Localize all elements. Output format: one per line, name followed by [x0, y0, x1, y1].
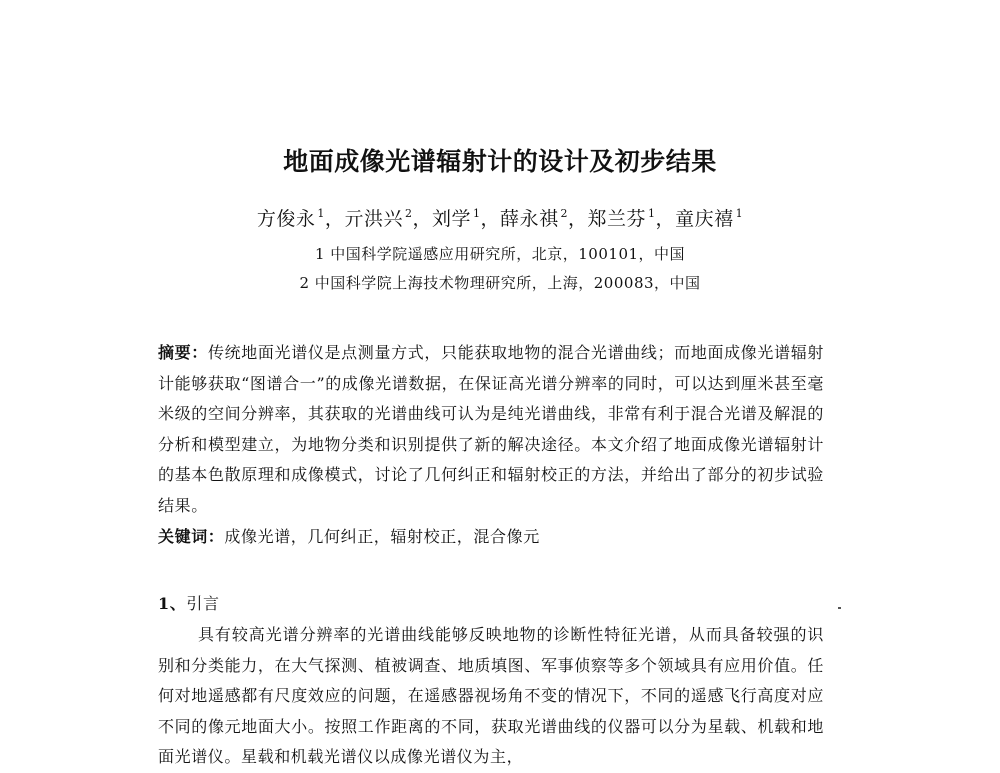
author-separator: ， — [655, 208, 676, 230]
author-line — [0, 204, 1000, 231]
keywords-label: 关键词： — [158, 527, 225, 546]
author-affiliation-mark: 1 — [648, 207, 656, 220]
author-name: 郑兰芬 — [587, 208, 647, 230]
author-separator: ， — [568, 208, 588, 230]
author-name: 童庆禧 — [675, 208, 734, 230]
abstract — [158, 338, 824, 521]
author-affiliation-mark: 1 — [735, 207, 744, 220]
affiliation-1: 1 中国科学院遥感应用研究所，北京，100101，中国 — [314, 245, 686, 263]
author-separator: ， — [324, 208, 345, 230]
author-affiliation-mark: 1 — [472, 207, 481, 220]
introduction-paragraph: 具有较高光谱分辨率的光谱曲线能够反映地物的诊断性特征光谱，从而具备较强的识别和分类能力，在大气探测、植被调查、地质填图、军事侦察等多个领域具有应用价值。任何对地遥感都有尺度效应的问题，在遥感器视场角不变的情况下，不同的遥感飞行高度对应不同的像元地面大小。按照工作距离的不同，获取光谱曲线的仪器可以分为星载、机载和地面光谱仪。星载和机载光谱仪以成像光谱仪为主， — [158, 625, 824, 766]
keywords — [158, 522, 824, 553]
section-number: 1、 — [158, 594, 187, 613]
affiliation-2: 2 中国科学院上海技术物理研究所，上海，200083，中国 — [299, 274, 701, 292]
author-name: 方俊永 — [256, 208, 316, 230]
author-affiliation-mark: 2 — [404, 207, 413, 220]
author-name: 薛永祺 — [500, 208, 559, 230]
author-affiliation-mark: 2 — [560, 207, 569, 220]
keywords-text: 成像光谱，几何纠正，辐射校正，混合像元 — [224, 527, 540, 546]
abstract-text: 传统地面光谱仪是点测量方式，只能获取地物的混合光谱曲线；而地面成像光谱辐射计能够获取“图谱合一”的成像光谱数据，在保证高光谱分辨率的同时，可以达到厘米甚至毫米级的空间分辨率，其获取的光谱曲线可认为是纯光谱曲线，非常有利于混合光谱及解混的分析和模型建立，为地物分类和识别提供了新的解决途径。本文介绍了地面成像光谱辐射计的基本色散原理和成像模式，讨论了几何纠正和辐射校正的方法，并给出了部分的初步试验结果。 — [158, 343, 824, 515]
author-affiliation-mark: 1 — [317, 207, 325, 220]
section-title: 引言 — [186, 594, 220, 613]
paper-title: 地面成像光谱辐射计的设计及初步结果 — [283, 147, 717, 176]
scan-speck — [838, 607, 841, 609]
author-separator: ， — [480, 208, 500, 230]
author-separator: ， — [412, 208, 432, 230]
abstract-label: 摘要： — [158, 343, 208, 362]
section-heading — [158, 591, 220, 614]
author-name: 刘学 — [431, 208, 471, 230]
author-name: 亓洪兴 — [344, 208, 403, 230]
